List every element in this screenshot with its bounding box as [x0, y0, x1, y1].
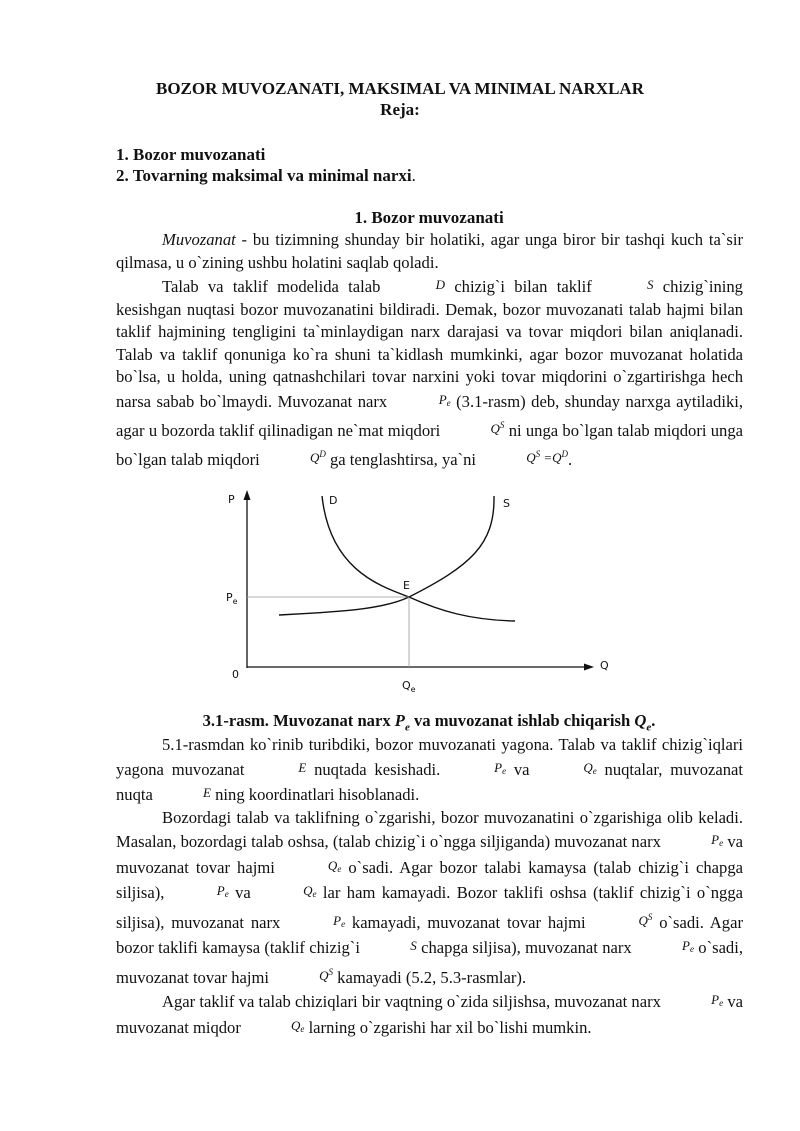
paragraph: Agar taklif va talab chiziqlari bir vaqtning o`zida siljishsa, muvozanat narx $P_e$ va muvozanat miqdor $Q_e$ larning o`zgarishi har xil bo`lishi mumkin.: [116, 992, 744, 1037]
symbol-D: D: [435, 277, 446, 292]
symbol-Pe: $P_e$: [438, 391, 451, 408]
title-line: BOZOR MUVOZANATI, MAKSIMAL VA MINIMAL NARXLAR: [156, 79, 644, 98]
paragraph: Talab va taklif modelida talab D chizig`i bilan taklif S chizig`ining kesishgan nuqtasi bozor muvozanatini bildiradi. Demak, bozor muvozanati talab hajmi bilan taklif hajmining tengligini ta`minlaydigan narx darajasi va tovar miqdori bilan aniqlanadi. Talab va taklif qonuniga ko`ra shuni ta`kidlash mumkinki, agar bozor muvozanat holatida bo`lsa, u holda, uning qatnashchilari tovar narxini yoki tovar miqdorini o`zgartirishga hech narsa sabab bo`lmaydi. Muvozanat narx $P_e$ (3.1-rasm) deb, shunday narxga aytiladiki, agar u bozorda taklif qilinadigan ne`mat miqdori $Q^S$ ni unga bo`lgan talab miqdori unga bo`lgan talab miqdori $Q^D$ ga tenglashtirsa, ya`ni $Q^S =Q^D$.: [116, 274, 743, 471]
figure-caption: 3.1-rasm. Muvozanat narx $P_e$ va muvozanat ishlab chiqarish $Q_e$.: [202, 711, 656, 734]
equilibrium-point-label: E: [403, 579, 410, 592]
body-text-bottom: [116, 734, 743, 1040]
symbol-QD: $Q^D$: [309, 448, 326, 465]
symbol-S: S: [647, 277, 654, 292]
supply-label: S: [503, 497, 510, 510]
paragraph: 5.1-rasmdan ko`rinib turibdiki, bozor muvozanati yagona. Talab va taklif chizig`iqlari yagona muvozanat E nuqtada kesishadi. $P_e$ va $Q_e$ nuqtalar, muvozanat nuqta E ning koordinatlari hisoblanadi.: [116, 735, 743, 804]
y-axis-label: P: [228, 493, 235, 506]
plan-heading: Reja:: [380, 100, 420, 119]
plan-item: 1. Bozor muvozanati: [116, 145, 266, 164]
paragraph: Muvozanat - bu tizimning shunday bir holatiki, agar unga biror bir tashqi kuch ta`sir qilmasa, u o`zining ushbu holatini saqlab qoladi.: [116, 230, 743, 272]
paragraph: Bozordagi talab va taklifning o`zgarishi, bozor muvozanatini o`zgarishiga olib keladi. Masalan, bozordagi talab oshsa, (talab chizig`i o`ngga siljiganda) muvozanat narx $P_e$ va muvozanat tovar hajmi $Q_e$ o`sadi. Agar bozor talabi kamaysa (talab chizig`i chapga siljisa), $P_e$ va $Q_e$ lar ham kamayadi. Bozor taklifi oshsa (taklif chizig`i o`ngga siljisa), muvozanat narx $P_e$ kamayadi, muvozanat tovar hajmi $Q^S$ o`sadi. Agar bozor taklifi kamaysa (taklif chizig`i S chapga siljisa), muvozanat narx $P_e$ o`sadi, muvozanat tovar hajmi $Q^S$ kamayadi (5.2, 5.3-rasmlar).: [116, 807, 744, 987]
x-axis-arrow: [584, 664, 594, 671]
x-axis-label: Q: [600, 659, 609, 672]
demand-curve: [322, 496, 515, 621]
plan-item: 2. Tovarning maksimal va minimal narxi.: [116, 166, 416, 185]
y-axis-arrow: [244, 490, 251, 500]
section-heading: 1. Bozor muvozanati: [354, 208, 504, 227]
symbol-QS: $Q^S$: [490, 420, 505, 436]
origin-label: 0: [232, 668, 239, 681]
quantity-tick-label: $Q_e$: [402, 679, 416, 694]
symbol-QS-eq-QD: $Q^S =Q^D$: [526, 448, 569, 465]
price-tick-label: $P_e$: [226, 591, 238, 606]
demand-label: D: [329, 494, 338, 507]
